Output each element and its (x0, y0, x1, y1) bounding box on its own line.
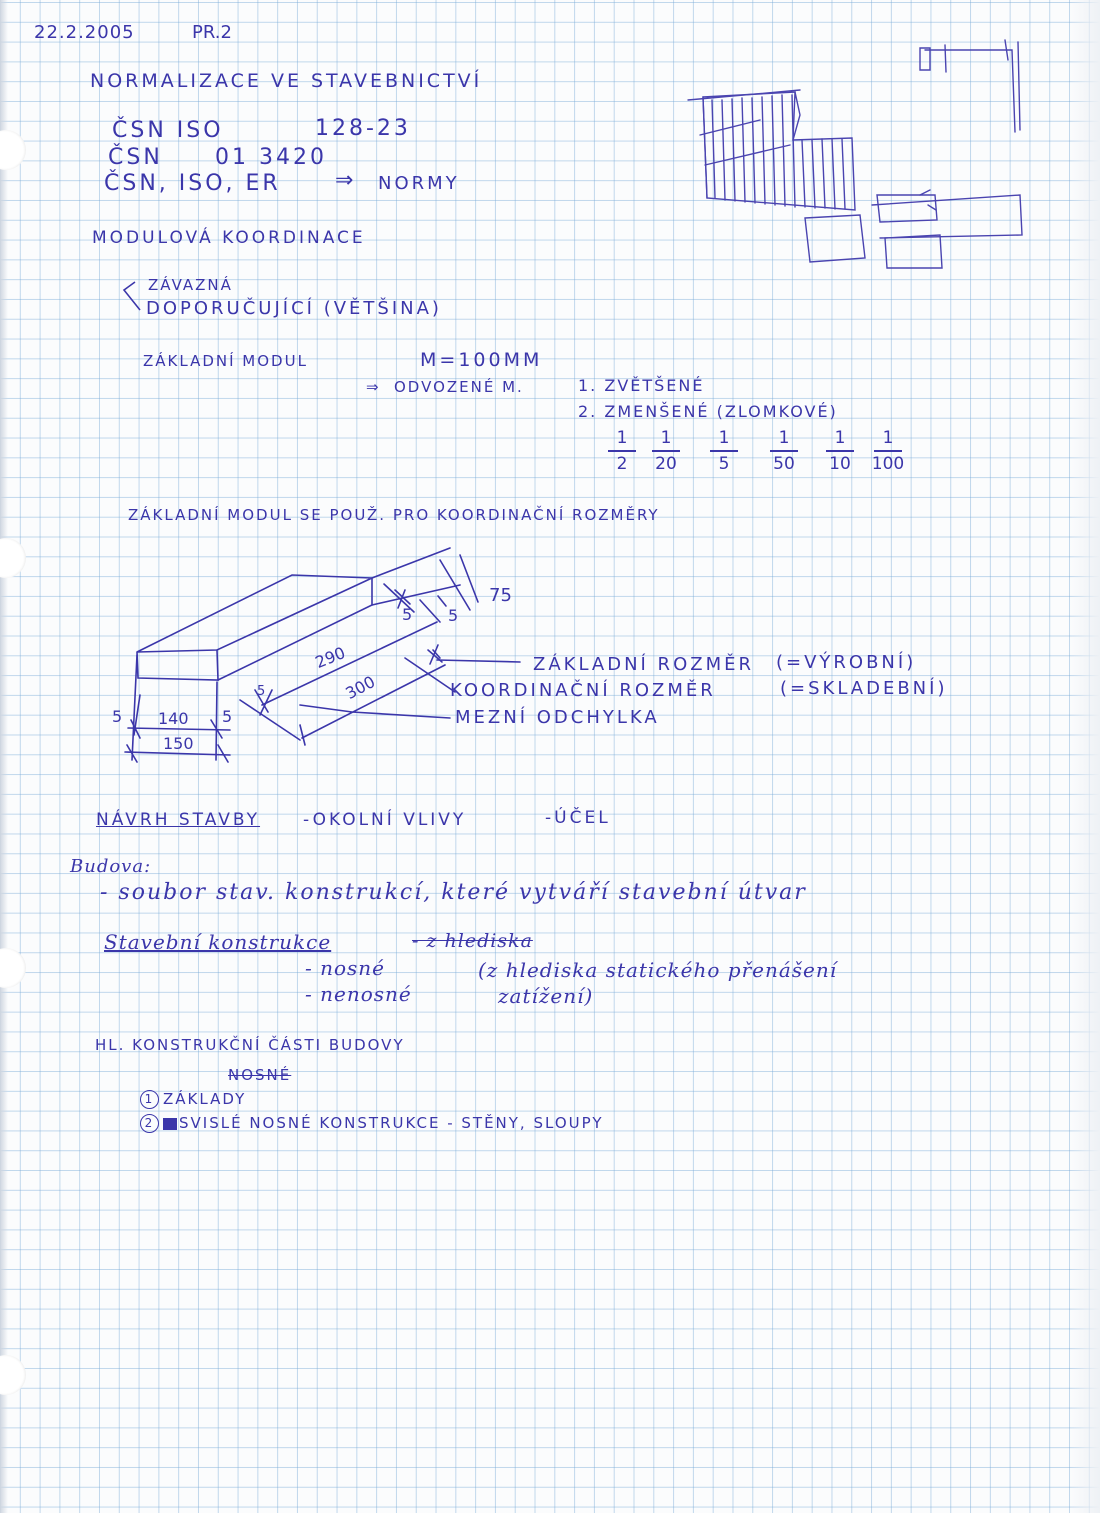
punch-hole (0, 538, 26, 578)
dim-5-bottom-left: 5 (112, 707, 123, 726)
dim-5-bottom-right: 5 (222, 707, 233, 726)
page-number: PR.2 (192, 22, 232, 43)
paper-left-edge (0, 0, 8, 1513)
leader-line (300, 705, 450, 718)
constructions-label: Stavební konstrukce (104, 930, 332, 954)
building-definition: - soubor stav. konstrukcí, které vytváří stavební útvar (100, 880, 807, 905)
fraction: 1 20 (648, 428, 684, 474)
label-basic-dimension-note: (=VÝROBNÍ) (776, 652, 917, 673)
label-limit-deviation: MEZNÍ ODCHYLKA (455, 707, 660, 728)
leader-line (437, 660, 520, 662)
derived-enlarged: 1. ZVĚTŠENÉ (578, 376, 705, 395)
design-factor-environment: -OKOLNÍ VLIVY (303, 810, 467, 830)
modular-heading: MODULOVÁ KOORDINACE (92, 228, 366, 248)
page-title: NORMALIZACE VE STAVEBNICTVÍ (90, 70, 483, 92)
fraction: 1 100 (871, 428, 905, 474)
norm-line-3-codes: ČSN, ISO, ER (104, 171, 281, 196)
note-date: 22.2.2005 (34, 22, 135, 43)
circled-number-1: 1 (140, 1090, 159, 1109)
norm-line-2-code: ČSN (108, 145, 163, 170)
norm-line-2-number: 01 3420 (215, 145, 327, 170)
basic-module-value: M=100MM (420, 349, 543, 371)
design-heading: NÁVRH STAVBY (96, 810, 261, 830)
label-coordination-dimension-note: (=SKLADEBNÍ) (780, 678, 948, 699)
punch-hole (0, 948, 26, 988)
modular-item-recommended: DOPORUČUJÍCÍ (VĚTŠINA) (146, 298, 442, 319)
derived-reduced: 2. ZMENŠENÉ (ZLOMKOVÉ) (578, 402, 838, 421)
structural-parts-heading: HL. KONSTRUKČNÍ ČÁSTI BUDOVY (95, 1036, 405, 1054)
dim-150: 150 (163, 734, 194, 753)
dim-5-left: 5 (257, 684, 266, 699)
leader-line (405, 658, 455, 692)
norm-line-1-number: 128-23 (315, 116, 411, 141)
constructions-struck-text: - z hlediska (412, 930, 533, 952)
arrow-icon: ⇒ (366, 378, 381, 396)
paper-right-edge (1070, 0, 1100, 1513)
ink-scribble (163, 1118, 177, 1130)
circled-number-2: 2 (140, 1114, 159, 1133)
basic-module-label: ZÁKLADNÍ MODUL (143, 352, 308, 370)
dim-290: 290 (312, 642, 348, 673)
dim-5-top-b: 5 (448, 606, 459, 625)
norm-line-1-code: ČSN ISO (112, 118, 224, 143)
basic-module-usage-note: ZÁKLADNÍ MODUL SE POUŽ. PRO KOORDINAČNÍ ROZMĚRY (128, 506, 660, 524)
brick-top-face (137, 575, 372, 652)
fraction: 1 2 (604, 428, 640, 474)
dim-140: 140 (158, 709, 189, 728)
fraction: 1 50 (766, 428, 802, 474)
modular-item-mandatory: ZÁVAZNÁ (148, 276, 233, 294)
dim-5-top-a: 5 (402, 605, 413, 624)
fraction: 1 5 (706, 428, 742, 474)
design-factor-purpose: -ÚČEL (545, 808, 611, 828)
structural-parts-struck-text: NOSNÉ (228, 1066, 292, 1084)
construction-note-line-2: zatížení) (498, 984, 594, 1008)
construction-type-nonloadbearing: - nenosné (305, 982, 412, 1006)
derived-module-label: ODVOZENÉ M. (394, 378, 524, 396)
construction-type-loadbearing: - nosné (305, 956, 386, 980)
fraction: 1 10 (822, 428, 858, 474)
punch-hole (0, 1355, 26, 1395)
dim-300: 300 (342, 671, 379, 704)
dim-75: 75 (489, 585, 512, 606)
punch-hole (0, 130, 26, 170)
label-basic-dimension: ZÁKLADNÍ ROZMĚR (533, 654, 754, 675)
norm-line-3-result: NORMY (378, 173, 460, 194)
structural-part-1: 1 ZÁKLADY (140, 1090, 246, 1109)
arrow-icon: ⇒ (335, 168, 357, 193)
structural-part-2: 2 SVISLÉ NOSNÉ KONSTRUKCE - STĚNY, SLOUPY (140, 1114, 603, 1133)
label-coordination-dimension: KOORDINAČNÍ ROZMĚR (450, 680, 716, 701)
building-label: Budova: (70, 856, 152, 877)
construction-note-line-1: (z hlediska statického přenášení (478, 958, 838, 982)
